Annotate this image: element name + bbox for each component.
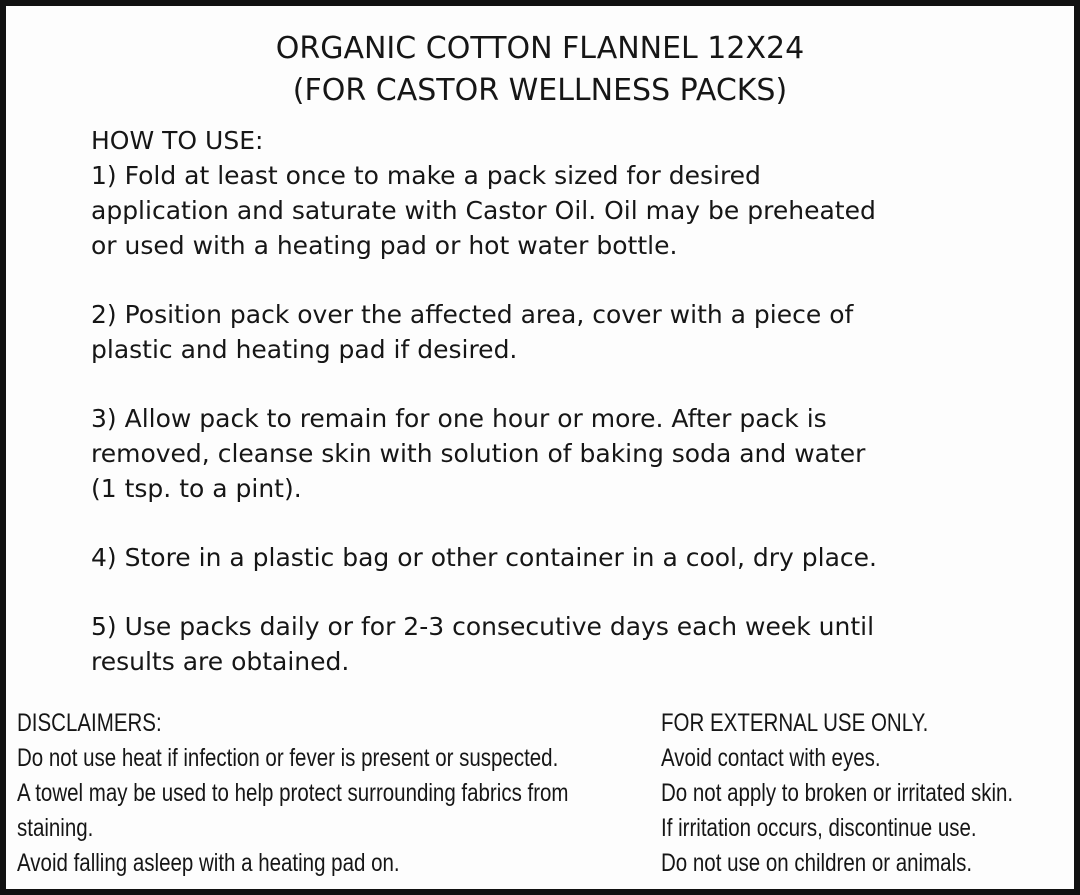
- instruction-step-4: 4) Store in a plastic bag or other container in a cool, dry place.: [91, 543, 877, 572]
- disclaimer-line: Avoid falling asleep with a heating pad on.: [17, 849, 400, 877]
- disclaimers-heading: DISCLAIMERS:: [17, 709, 162, 737]
- instruction-step-5: 5) Use packs daily or for 2-3 consecutive days each week until results are obtained.: [91, 612, 875, 676]
- warning-line: Do not apply to broken or irritated skin.: [661, 779, 1014, 807]
- warning-line: Avoid contact with eyes.: [661, 744, 881, 772]
- disclaimer-line: Do not use heat if infection or fever is present or suspected.: [17, 744, 559, 772]
- label-title: [6, 28, 1074, 112]
- warning-line: Do not use on children or animals.: [661, 849, 973, 877]
- warning-line: If irritation occurs, discontinue use.: [661, 814, 977, 842]
- disclaimer-line: A towel may be used to help protect surrounding fabrics from: [17, 779, 569, 807]
- instruction-step-3: 3) Allow pack to remain for one hour or more. After pack is removed, cleanse skin with solution of baking soda and water (1 tsp. to a pint).: [91, 404, 866, 503]
- disclaimer-line: staining.: [17, 814, 94, 842]
- instruction-step-2: 2) Position pack over the affected area, cover with a piece of plastic and heating pad if desired.: [91, 300, 854, 364]
- how-to-use-section: [91, 123, 1041, 679]
- how-to-use-heading: HOW TO USE:: [91, 126, 264, 155]
- external-use-section: [661, 706, 1071, 881]
- title-line-subtitle: (FOR CASTOR WELLNESS PACKS): [292, 73, 788, 108]
- title-line-product: ORGANIC COTTON FLANNEL 12X24: [275, 31, 805, 66]
- instruction-step-1: 1) Fold at least once to make a pack sized for desired application and saturate with Castor Oil. Oil may be preheated or used with a heating pad or hot water bottle.: [91, 161, 876, 260]
- external-use-heading: FOR EXTERNAL USE ONLY.: [661, 709, 929, 737]
- disclaimers-section: [17, 706, 624, 881]
